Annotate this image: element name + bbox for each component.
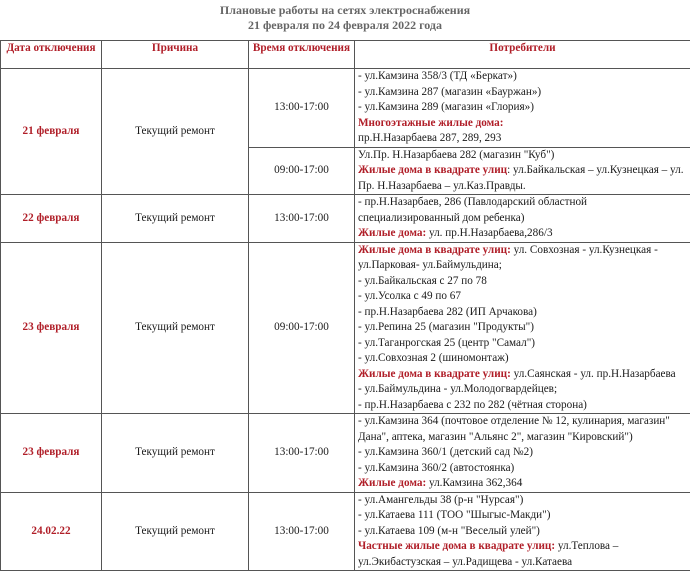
header-date: Дата отключения: [1, 41, 102, 69]
date-cell: 21 февраля: [1, 69, 102, 195]
time-cell: 09:00-17:00: [249, 242, 355, 414]
consumer-line: - ул.Амангельды 38 (р-н "Нурсая"): [358, 493, 690, 509]
consumer-line: - ул.Совхозная 2 (шиномонтаж): [358, 351, 690, 367]
date-cell: 23 февраля: [1, 242, 102, 414]
consumers-cell: [355, 69, 690, 148]
consumer-line: - пр.Н.Назарбаев, 286 (Павлодарский областной специализированный дом ребенка): [358, 195, 690, 226]
table-row: [1, 69, 690, 148]
reason-cell: Текущий ремонт: [102, 414, 249, 493]
time-cell: 13:00-17:00: [249, 69, 355, 148]
consumer-line: - ул.Таганрогская 25 (центр "Самал"): [358, 336, 690, 352]
residential-label: Жилые дома:: [358, 227, 426, 239]
residential-label: Жилые дома в квадрате улиц:: [358, 368, 511, 380]
residential-label: Жилые дома:: [358, 477, 426, 489]
consumer-line: - пр.Н.Назарбаева 282 (ИП Арчакова): [358, 305, 690, 321]
time-cell: 13:00-17:00: [249, 195, 355, 243]
consumers-cell: [355, 492, 690, 571]
reason-cell: Текущий ремонт: [102, 492, 249, 571]
residential-streets: ул. Совхозная - ул.Кузнецкая - ул.Парковая- ул.Баймульдина;: [358, 244, 658, 272]
consumer-line: - ул.Усолка с 49 по 67: [358, 289, 690, 305]
consumer-line: - ул.Камзина 289 (магазин «Глория»): [358, 100, 690, 116]
consumers-cell: [355, 414, 690, 493]
consumer-line: - ул.Камзина 287 (магазин «Бауржан»): [358, 85, 690, 101]
date-cell: 23 февраля: [1, 414, 102, 493]
date-cell: 22 февраля: [1, 195, 102, 243]
reason-cell: Текущий ремонт: [102, 69, 249, 195]
consumer-line: - ул.Байкальская с 27 по 78: [358, 274, 690, 290]
time-cell: 13:00-17:00: [249, 492, 355, 571]
residential-streets: ул. пр.Н.Назарбаева,286/3: [426, 227, 552, 239]
table-row: [1, 195, 690, 243]
residential-streets: : ул.Байкальская – ул.Кузнецкая – ул. Пр. Н.Назарбаева – ул.Каз.Правды.: [358, 164, 684, 192]
date-cell: 24.02.22: [1, 492, 102, 571]
reason-cell: Текущий ремонт: [102, 242, 249, 414]
consumer-line: - ул.Камзина 360/1 (детский сад №2): [358, 445, 690, 461]
table-row: [1, 242, 690, 414]
table-row: [1, 492, 690, 571]
residential-label: Многоэтажные жилые дома:: [358, 116, 690, 132]
consumers-cell: [355, 242, 690, 414]
consumer-line: - ул.Камзина 360/2 (автостоянка): [358, 461, 690, 477]
document-title: Плановые работы на сетях электроснабжения: [0, 3, 690, 18]
residential-streets: ул.Саянская - ул. пр.Н.Назарбаева: [511, 368, 676, 380]
residential-label: Жилые дома в квадрате улиц: [358, 164, 507, 176]
consumer-line: - ул.Катаева 109 (м-н "Веселый улей"): [358, 524, 690, 540]
header-reason: Причина: [102, 41, 249, 69]
consumer-line: - ул.Баймульдина - ул.Молодогвардейцев;: [358, 382, 690, 398]
residential-streets: ул.Теплова – ул.Экибастузская – ул.Радищева - ул.Катаева: [358, 540, 618, 568]
consumer-line: - ул.Репина 25 (магазин "Продукты"): [358, 320, 690, 336]
table-row: [1, 414, 690, 493]
outage-schedule-table: [0, 40, 690, 571]
time-cell: 09:00-17:00: [249, 147, 355, 195]
consumers-cell: [355, 195, 690, 243]
consumer-line: - ул.Катаева 111 (ТОО "Шыгыс-Макди"): [358, 508, 690, 524]
header-time: Время отключения: [249, 41, 355, 69]
header-consumers: Потребители: [355, 41, 690, 69]
consumer-line: - пр.Н.Назарбаева с 232 по 282 (чётная сторона): [358, 398, 690, 414]
residential-label: Частные жилые дома в квадрате улиц:: [358, 540, 555, 552]
time-cell: 13:00-17:00: [249, 414, 355, 493]
table-header-row: [1, 41, 690, 69]
residential-streets: ул.Камзина 362,364: [426, 477, 522, 489]
consumer-line: - ул.Камзина 364 (почтовое отделение № 12, кулинария, магазин" Дана", аптека, магазин "Альянс 2", магазин "Кировский"): [358, 414, 690, 445]
consumer-line: Ул.Пр. Н.Назарбаева 282 (магазин "Куб"): [358, 148, 690, 164]
reason-cell: Текущий ремонт: [102, 195, 249, 243]
document-subtitle: 21 февраля по 24 февраля 2022 года: [0, 18, 690, 33]
consumer-line: - ул.Камзина 358/3 (ТД «Беркат»): [358, 69, 690, 85]
consumer-line: пр.Н.Назарбаева 287, 289, 293: [358, 131, 690, 147]
consumers-cell: [355, 147, 690, 195]
residential-label: Жилые дома в квадрате улиц:: [358, 244, 511, 256]
